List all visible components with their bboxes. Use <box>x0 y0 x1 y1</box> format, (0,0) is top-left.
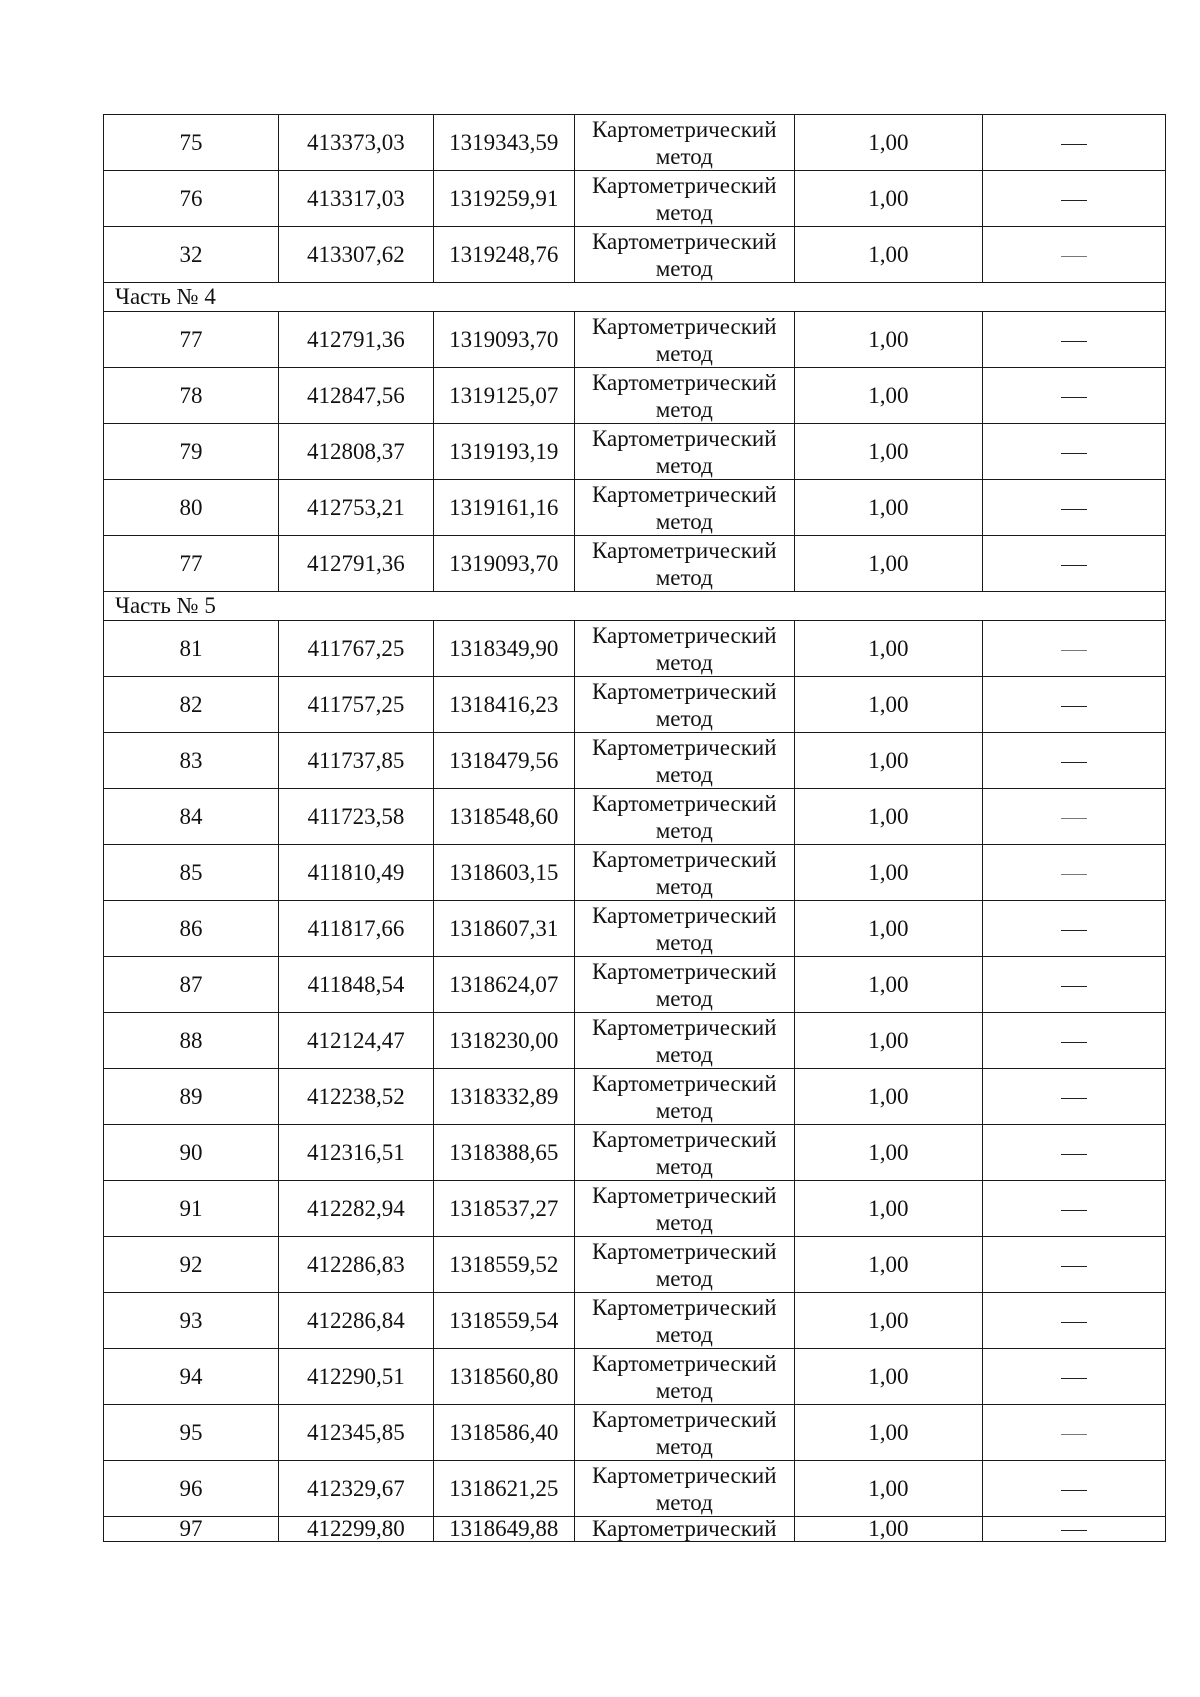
table-row <box>104 1237 1166 1293</box>
dash-mark <box>1061 1322 1087 1323</box>
method-text: Картометрический <box>592 1126 777 1152</box>
y-coordinate-cell: 1318586,40 <box>433 1405 574 1461</box>
accuracy-cell: 1,00 <box>794 1013 982 1069</box>
y-coordinate-cell: 1318537,27 <box>433 1181 574 1237</box>
table-row <box>104 1461 1166 1517</box>
y-coordinate-cell: 1318559,52 <box>433 1237 574 1293</box>
x-coordinate-cell: 412299,80 <box>278 1517 433 1542</box>
table-row <box>104 536 1166 592</box>
dash-mark <box>1061 1266 1087 1267</box>
method-cell <box>574 1013 794 1069</box>
x-coordinate-cell: 412791,36 <box>278 536 433 592</box>
note-cell <box>982 171 1165 227</box>
method-text: метод <box>655 199 713 225</box>
x-coordinate-cell: 412316,51 <box>278 1125 433 1181</box>
accuracy-cell: 1,00 <box>794 424 982 480</box>
note-cell <box>982 957 1165 1013</box>
method-text: метод <box>655 143 713 169</box>
dash-mark <box>1061 874 1087 875</box>
method-cell <box>574 1125 794 1181</box>
method-text: Картометрический <box>592 228 777 254</box>
x-coordinate-cell: 411767,25 <box>278 621 433 677</box>
method-cell <box>574 1293 794 1349</box>
point-number-cell: 94 <box>104 1349 279 1405</box>
dash-mark <box>1061 818 1087 819</box>
accuracy-cell: 1,00 <box>794 621 982 677</box>
note-cell <box>982 1461 1165 1517</box>
method-text: Картометрический <box>592 846 777 872</box>
accuracy-cell: 1,00 <box>794 1349 982 1405</box>
method-text: Картометрический <box>592 172 777 198</box>
table-row <box>104 115 1166 171</box>
section-label: Часть № 4 <box>104 283 1166 312</box>
dash-mark <box>1061 1154 1087 1155</box>
point-number-cell: 32 <box>104 227 279 283</box>
point-number-cell: 92 <box>104 1237 279 1293</box>
y-coordinate-cell: 1319259,91 <box>433 171 574 227</box>
method-cell <box>574 621 794 677</box>
y-coordinate-cell: 1319161,16 <box>433 480 574 536</box>
method-text: метод <box>655 1265 713 1291</box>
y-coordinate-cell: 1319125,07 <box>433 368 574 424</box>
method-text: метод <box>655 929 713 955</box>
x-coordinate-cell: 411723,58 <box>278 789 433 845</box>
y-coordinate-cell: 1318560,80 <box>433 1349 574 1405</box>
method-cell <box>574 901 794 957</box>
y-coordinate-cell: 1319193,19 <box>433 424 574 480</box>
x-coordinate-cell: 411817,66 <box>278 901 433 957</box>
accuracy-cell: 1,00 <box>794 1125 982 1181</box>
method-text: Картометрический <box>592 1406 777 1432</box>
method-text: метод <box>655 705 713 731</box>
method-text: метод <box>655 1097 713 1123</box>
note-cell <box>982 789 1165 845</box>
note-cell <box>982 115 1165 171</box>
point-number-cell: 91 <box>104 1181 279 1237</box>
method-text: Картометрический <box>592 1516 777 1541</box>
method-text: метод <box>655 1377 713 1403</box>
method-cell <box>574 115 794 171</box>
method-cell <box>574 424 794 480</box>
table-row <box>104 1405 1166 1461</box>
point-number-cell: 82 <box>104 677 279 733</box>
accuracy-cell: 1,00 <box>794 957 982 1013</box>
y-coordinate-cell: 1318349,90 <box>433 621 574 677</box>
table-row <box>104 845 1166 901</box>
y-coordinate-cell: 1319343,59 <box>433 115 574 171</box>
table-row <box>104 733 1166 789</box>
table-row <box>104 621 1166 677</box>
point-number-cell: 87 <box>104 957 279 1013</box>
x-coordinate-cell: 411737,85 <box>278 733 433 789</box>
note-cell <box>982 677 1165 733</box>
method-cell <box>574 536 794 592</box>
method-text: метод <box>655 761 713 787</box>
dash-mark <box>1061 1098 1087 1099</box>
method-text: метод <box>655 649 713 675</box>
accuracy-cell: 1,00 <box>794 536 982 592</box>
x-coordinate-cell: 412847,56 <box>278 368 433 424</box>
method-cell <box>574 845 794 901</box>
method-cell <box>574 733 794 789</box>
y-coordinate-cell: 1318479,56 <box>433 733 574 789</box>
dash-mark <box>1061 200 1087 201</box>
table-row <box>104 1181 1166 1237</box>
method-cell <box>574 227 794 283</box>
accuracy-cell: 1,00 <box>794 368 982 424</box>
accuracy-cell: 1,00 <box>794 789 982 845</box>
method-text: метод <box>655 564 713 590</box>
table-row <box>104 1125 1166 1181</box>
method-cell <box>574 480 794 536</box>
accuracy-cell: 1,00 <box>794 227 982 283</box>
table-row <box>104 171 1166 227</box>
method-cell <box>574 1405 794 1461</box>
x-coordinate-cell: 412286,84 <box>278 1293 433 1349</box>
x-coordinate-cell: 411848,54 <box>278 957 433 1013</box>
method-text: Картометрический <box>592 678 777 704</box>
method-cell <box>574 1237 794 1293</box>
method-text: метод <box>655 1209 713 1235</box>
accuracy-cell: 1,00 <box>794 901 982 957</box>
point-number-cell: 81 <box>104 621 279 677</box>
accuracy-cell: 1,00 <box>794 480 982 536</box>
accuracy-cell: 1,00 <box>794 1181 982 1237</box>
table-row <box>104 1517 1166 1542</box>
point-number-cell: 84 <box>104 789 279 845</box>
method-cell <box>574 789 794 845</box>
table-row <box>104 957 1166 1013</box>
accuracy-cell: 1,00 <box>794 845 982 901</box>
section-header-row <box>104 283 1166 312</box>
method-text: Картометрический <box>592 1350 777 1376</box>
dash-mark <box>1061 341 1087 342</box>
method-text: Картометрический <box>592 902 777 928</box>
method-cell <box>574 368 794 424</box>
y-coordinate-cell: 1319093,70 <box>433 312 574 368</box>
method-text: метод <box>655 508 713 534</box>
method-text: метод <box>655 340 713 366</box>
table-row <box>104 1013 1166 1069</box>
accuracy-cell: 1,00 <box>794 677 982 733</box>
method-text: Картометрический <box>592 116 777 142</box>
x-coordinate-cell: 412282,94 <box>278 1181 433 1237</box>
x-coordinate-cell: 413317,03 <box>278 171 433 227</box>
method-text: Картометрический <box>592 313 777 339</box>
dash-mark <box>1061 256 1087 257</box>
dash-mark <box>1061 1378 1087 1379</box>
method-text: Картометрический <box>592 481 777 507</box>
accuracy-cell: 1,00 <box>794 1517 982 1542</box>
note-cell <box>982 901 1165 957</box>
y-coordinate-cell: 1318624,07 <box>433 957 574 1013</box>
table-row <box>104 1349 1166 1405</box>
accuracy-cell: 1,00 <box>794 312 982 368</box>
table-row <box>104 1069 1166 1125</box>
note-cell <box>982 1349 1165 1405</box>
method-text: Картометрический <box>592 1238 777 1264</box>
note-cell <box>982 733 1165 789</box>
table-row <box>104 312 1166 368</box>
point-number-cell: 93 <box>104 1293 279 1349</box>
dash-mark <box>1061 1530 1087 1531</box>
note-cell <box>982 845 1165 901</box>
table-row <box>104 677 1166 733</box>
point-number-cell: 75 <box>104 115 279 171</box>
point-number-cell: 90 <box>104 1125 279 1181</box>
dash-mark <box>1061 986 1087 987</box>
dash-mark <box>1061 453 1087 454</box>
accuracy-cell: 1,00 <box>794 733 982 789</box>
accuracy-cell: 1,00 <box>794 1069 982 1125</box>
note-cell <box>982 1517 1165 1542</box>
dash-mark <box>1061 397 1087 398</box>
x-coordinate-cell: 412753,21 <box>278 480 433 536</box>
accuracy-cell: 1,00 <box>794 115 982 171</box>
method-text: метод <box>655 1041 713 1067</box>
accuracy-cell: 1,00 <box>794 1293 982 1349</box>
method-cell <box>574 957 794 1013</box>
x-coordinate-cell: 412345,85 <box>278 1405 433 1461</box>
accuracy-cell: 1,00 <box>794 1405 982 1461</box>
y-coordinate-cell: 1318603,15 <box>433 845 574 901</box>
point-number-cell: 77 <box>104 536 279 592</box>
accuracy-cell: 1,00 <box>794 1461 982 1517</box>
point-number-cell: 76 <box>104 171 279 227</box>
y-coordinate-cell: 1318332,89 <box>433 1069 574 1125</box>
table-row <box>104 480 1166 536</box>
x-coordinate-cell: 412808,37 <box>278 424 433 480</box>
method-text: Картометрический <box>592 369 777 395</box>
method-text: метод <box>655 873 713 899</box>
note-cell <box>982 1013 1165 1069</box>
note-cell <box>982 1181 1165 1237</box>
y-coordinate-cell: 1319093,70 <box>433 536 574 592</box>
point-number-cell: 96 <box>104 1461 279 1517</box>
section-header-row <box>104 592 1166 621</box>
table-row <box>104 789 1166 845</box>
x-coordinate-cell: 412286,83 <box>278 1237 433 1293</box>
method-text: метод <box>655 1153 713 1179</box>
x-coordinate-cell: 412238,52 <box>278 1069 433 1125</box>
method-text: Картометрический <box>592 425 777 451</box>
method-cell <box>574 677 794 733</box>
table-row <box>104 1293 1166 1349</box>
method-text: метод <box>655 396 713 422</box>
note-cell <box>982 1069 1165 1125</box>
y-coordinate-cell: 1318416,23 <box>433 677 574 733</box>
note-cell <box>982 1237 1165 1293</box>
section-label: Часть № 5 <box>104 592 1166 621</box>
y-coordinate-cell: 1318649,88 <box>433 1517 574 1542</box>
x-coordinate-cell: 413307,62 <box>278 227 433 283</box>
method-text: Картометрический <box>592 622 777 648</box>
x-coordinate-cell: 412791,36 <box>278 312 433 368</box>
point-number-cell: 97 <box>104 1517 279 1542</box>
point-number-cell: 88 <box>104 1013 279 1069</box>
note-cell <box>982 536 1165 592</box>
dash-mark <box>1061 1042 1087 1043</box>
method-text: метод <box>655 985 713 1011</box>
x-coordinate-cell: 412124,47 <box>278 1013 433 1069</box>
point-number-cell: 77 <box>104 312 279 368</box>
method-text: метод <box>655 1321 713 1347</box>
method-cell <box>574 312 794 368</box>
dash-mark <box>1061 762 1087 763</box>
note-cell <box>982 480 1165 536</box>
y-coordinate-cell: 1318548,60 <box>433 789 574 845</box>
method-text: Картометрический <box>592 1294 777 1320</box>
method-cell <box>574 1517 794 1542</box>
dash-mark <box>1061 1434 1087 1435</box>
y-coordinate-cell: 1319248,76 <box>433 227 574 283</box>
x-coordinate-cell: 411810,49 <box>278 845 433 901</box>
dash-mark <box>1061 650 1087 651</box>
method-text: метод <box>655 452 713 478</box>
y-coordinate-cell: 1318621,25 <box>433 1461 574 1517</box>
note-cell <box>982 1293 1165 1349</box>
point-number-cell: 95 <box>104 1405 279 1461</box>
method-text: Картометрический <box>592 537 777 563</box>
table-row <box>104 901 1166 957</box>
table-row <box>104 227 1166 283</box>
method-text: Картометрический <box>592 1182 777 1208</box>
dash-mark <box>1061 1490 1087 1491</box>
method-text: Картометрический <box>592 1462 777 1488</box>
note-cell <box>982 621 1165 677</box>
x-coordinate-cell: 412290,51 <box>278 1349 433 1405</box>
dash-mark <box>1061 565 1087 566</box>
note-cell <box>982 312 1165 368</box>
method-text: метод <box>655 1433 713 1459</box>
note-cell <box>982 424 1165 480</box>
table-row <box>104 368 1166 424</box>
method-text: метод <box>655 255 713 281</box>
coordinates-table <box>103 114 1166 1542</box>
accuracy-cell: 1,00 <box>794 1237 982 1293</box>
method-cell <box>574 1069 794 1125</box>
point-number-cell: 89 <box>104 1069 279 1125</box>
table-row <box>104 424 1166 480</box>
note-cell <box>982 227 1165 283</box>
dash-mark <box>1061 509 1087 510</box>
dash-mark <box>1061 144 1087 145</box>
point-number-cell: 85 <box>104 845 279 901</box>
y-coordinate-cell: 1318607,31 <box>433 901 574 957</box>
point-number-cell: 80 <box>104 480 279 536</box>
method-cell <box>574 1349 794 1405</box>
y-coordinate-cell: 1318230,00 <box>433 1013 574 1069</box>
point-number-cell: 86 <box>104 901 279 957</box>
x-coordinate-cell: 413373,03 <box>278 115 433 171</box>
point-number-cell: 78 <box>104 368 279 424</box>
coordinates-table-body <box>104 115 1166 1542</box>
point-number-cell: 79 <box>104 424 279 480</box>
method-text: Картометрический <box>592 1014 777 1040</box>
y-coordinate-cell: 1318388,65 <box>433 1125 574 1181</box>
method-text: Картометрический <box>592 1070 777 1096</box>
note-cell <box>982 1405 1165 1461</box>
note-cell <box>982 368 1165 424</box>
method-cell <box>574 171 794 227</box>
method-text: метод <box>655 817 713 843</box>
x-coordinate-cell: 412329,67 <box>278 1461 433 1517</box>
accuracy-cell: 1,00 <box>794 171 982 227</box>
y-coordinate-cell: 1318559,54 <box>433 1293 574 1349</box>
method-cell <box>574 1181 794 1237</box>
dash-mark <box>1061 930 1087 931</box>
point-number-cell: 83 <box>104 733 279 789</box>
method-text: Картометрический <box>592 734 777 760</box>
dash-mark <box>1061 706 1087 707</box>
note-cell <box>982 1125 1165 1181</box>
method-text: Картометрический <box>592 790 777 816</box>
dash-mark <box>1061 1210 1087 1211</box>
x-coordinate-cell: 411757,25 <box>278 677 433 733</box>
method-text: метод <box>655 1489 713 1515</box>
method-text: Картометрический <box>592 958 777 984</box>
method-cell <box>574 1461 794 1517</box>
